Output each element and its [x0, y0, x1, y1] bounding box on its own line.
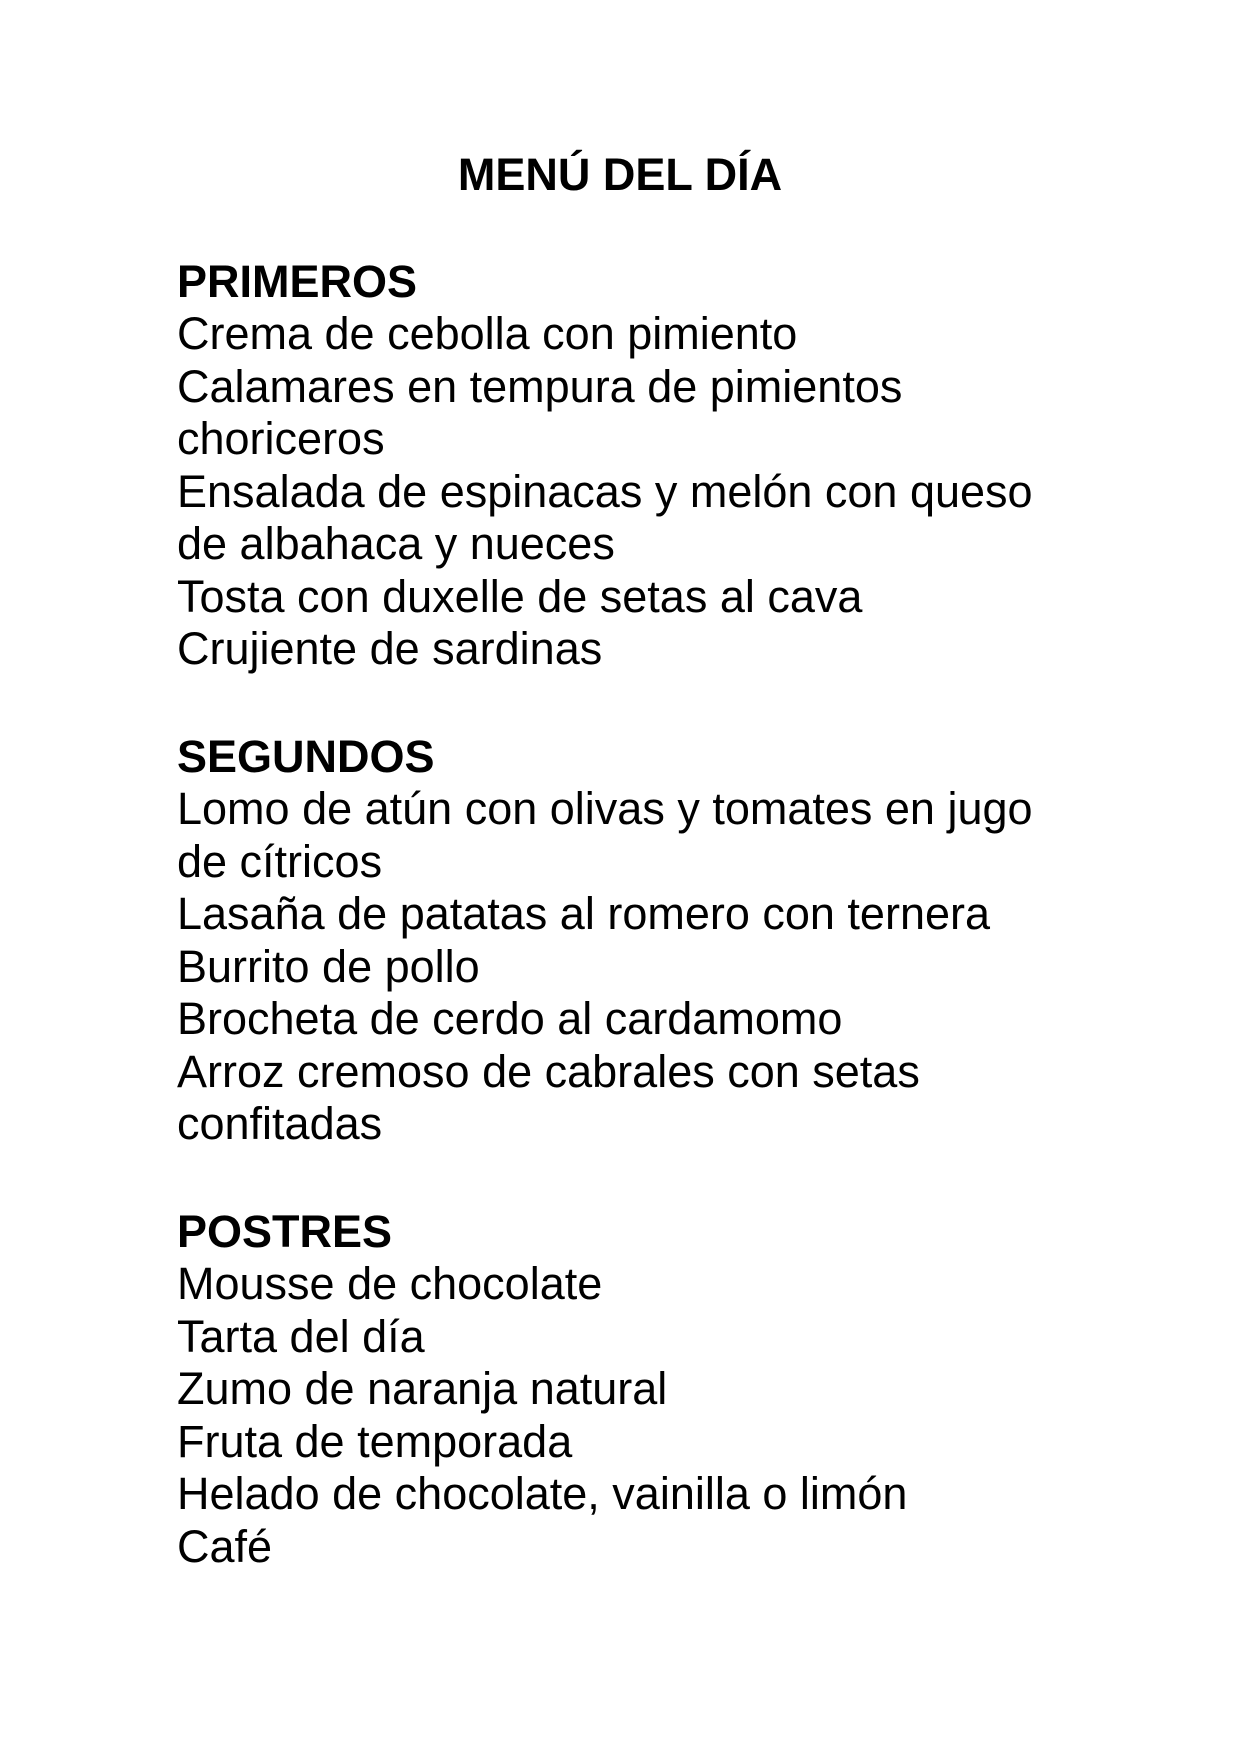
section-primeros	[177, 255, 1077, 676]
section-heading-postres: POSTRES	[177, 1206, 393, 1257]
menu-line: Lomo de atún con olivas y tomates en jugo	[177, 783, 1033, 834]
menu-line: Arroz cremoso de cabrales con setas	[177, 1045, 920, 1097]
menu-title: MENÚ DEL DÍA	[457, 149, 783, 200]
menu-line: Brocheta de cerdo al cardamomo	[177, 993, 843, 1044]
menu-line: Calamares en tempura de pimientos	[177, 360, 903, 412]
menu-line: Mousse de chocolate	[177, 1258, 603, 1309]
menu-line: Tosta con duxelle de setas al cava	[177, 570, 863, 622]
menu-line: Burrito de pollo	[177, 940, 480, 992]
menu-line: Ensalada de espinacas y melón con queso	[177, 465, 1033, 517]
menu-line: Lasaña de patatas al romero con ternera	[177, 888, 991, 939]
section-segundos	[177, 730, 1077, 1151]
menu-line: Fruta de temporada	[177, 1415, 573, 1467]
menu-line: Zumo de naranja natural	[177, 1363, 668, 1414]
postres-list	[177, 1258, 1077, 1573]
menu-line: Crujiente de sardinas	[177, 623, 603, 674]
menu-line: de cítricos	[177, 835, 383, 887]
segundos-list	[177, 783, 1077, 1151]
menu-line: choriceros	[177, 413, 385, 464]
section-postres	[177, 1205, 1077, 1573]
menu-line: Crema de cebolla con pimiento	[177, 308, 798, 359]
section-heading-segundos: SEGUNDOS	[177, 731, 435, 782]
menu-line: confitadas	[177, 1098, 383, 1149]
section-heading-primeros: PRIMEROS	[177, 256, 418, 307]
menu-line: de albahaca y nueces	[177, 518, 615, 569]
menu-line: Helado de chocolate, vainilla o limón	[177, 1468, 908, 1519]
menu-line: Tarta del día	[177, 1310, 425, 1362]
primeros-list	[177, 308, 1077, 676]
menu-line: Café	[177, 1520, 273, 1572]
